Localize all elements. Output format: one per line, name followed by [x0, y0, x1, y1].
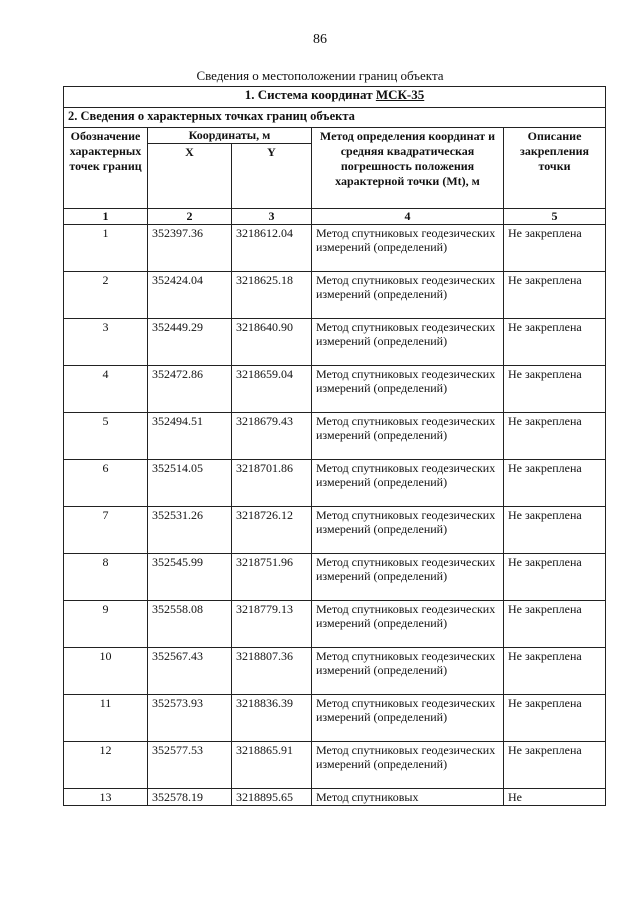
coord-y: 3218895.65 — [232, 789, 312, 806]
method-text: Метод спутниковых геодезических измерений (определений) — [312, 742, 504, 789]
table-row — [64, 319, 606, 366]
method-text: Метод спутниковых геодезических измерений (определений) — [312, 554, 504, 601]
method-text: Метод спутниковых геодезических измерений (определений) — [312, 648, 504, 695]
point-number: 1 — [64, 225, 148, 272]
header-row-1 — [64, 128, 606, 144]
method-text: Метод спутниковых геодезических измерений (определений) — [312, 507, 504, 554]
table-row — [64, 366, 606, 413]
header-description: Описание закрепления точки — [504, 128, 606, 209]
coordinate-system-label: 1. Система координат — [244, 87, 376, 102]
coord-y: 3218625.18 — [232, 272, 312, 319]
point-number: 4 — [64, 366, 148, 413]
point-number: 13 — [64, 789, 148, 806]
coordinate-system-name: МСК-35 — [375, 87, 425, 102]
description-text: Не закреплена — [504, 695, 606, 742]
page-number: 86 — [313, 32, 327, 47]
column-number: 3 — [232, 209, 312, 225]
point-number: 12 — [64, 742, 148, 789]
coord-x: 352397.36 — [148, 225, 232, 272]
table-row-partial — [64, 789, 606, 806]
point-number: 10 — [64, 648, 148, 695]
section-title-row — [64, 108, 606, 128]
description-text: Не — [504, 789, 606, 806]
table-row — [64, 507, 606, 554]
coord-y: 3218612.04 — [232, 225, 312, 272]
header-y: Y — [232, 144, 312, 209]
table-row — [64, 225, 606, 272]
method-text: Метод спутниковых геодезических измерений (определений) — [312, 272, 504, 319]
coord-x: 352573.93 — [148, 695, 232, 742]
point-number: 2 — [64, 272, 148, 319]
point-number: 11 — [64, 695, 148, 742]
table-row — [64, 460, 606, 507]
description-text: Не закреплена — [504, 225, 606, 272]
coord-y: 3218640.90 — [232, 319, 312, 366]
table-row — [64, 695, 606, 742]
document-title: Сведения о местоположении границ объекта — [196, 68, 444, 83]
coord-x: 352567.43 — [148, 648, 232, 695]
header-coordinates: Координаты, м — [148, 128, 312, 144]
point-number: 7 — [64, 507, 148, 554]
method-text: Метод спутниковых геодезических измерений (определений) — [312, 695, 504, 742]
coord-y: 3218751.96 — [232, 554, 312, 601]
column-number: 2 — [148, 209, 232, 225]
point-number: 9 — [64, 601, 148, 648]
description-text: Не закреплена — [504, 601, 606, 648]
description-text: Не закреплена — [504, 366, 606, 413]
coordinate-system-cell — [64, 87, 606, 108]
column-number: 5 — [504, 209, 606, 225]
coord-y: 3218726.12 — [232, 507, 312, 554]
coord-y: 3218679.43 — [232, 413, 312, 460]
method-text: Метод спутниковых геодезических измерений (определений) — [312, 601, 504, 648]
table-row — [64, 413, 606, 460]
column-number: 4 — [312, 209, 504, 225]
coord-x: 352424.04 — [148, 272, 232, 319]
method-text: Метод спутниковых геодезических измерений (определений) — [312, 366, 504, 413]
method-text: Метод спутниковых геодезических измерений (определений) — [312, 225, 504, 272]
description-text: Не закреплена — [504, 272, 606, 319]
coord-y: 3218865.91 — [232, 742, 312, 789]
description-text: Не закреплена — [504, 648, 606, 695]
description-text: Не закреплена — [504, 554, 606, 601]
point-number: 8 — [64, 554, 148, 601]
point-number: 3 — [64, 319, 148, 366]
coordinate-system-row — [64, 87, 606, 108]
header-x: X — [148, 144, 232, 209]
section-title: 2. Сведения о характерных точках границ объекта — [64, 108, 606, 128]
description-text: Не закреплена — [504, 742, 606, 789]
table-row — [64, 272, 606, 319]
table-row — [64, 554, 606, 601]
coord-x: 352577.53 — [148, 742, 232, 789]
coord-y: 3218836.39 — [232, 695, 312, 742]
coord-x: 352449.29 — [148, 319, 232, 366]
method-text: Метод спутниковых геодезических измерений (определений) — [312, 319, 504, 366]
table-row — [64, 742, 606, 789]
coord-y: 3218659.04 — [232, 366, 312, 413]
description-text: Не закреплена — [504, 319, 606, 366]
description-text: Не закреплена — [504, 413, 606, 460]
coord-x: 352578.19 — [148, 789, 232, 806]
header-method: Метод определения координат и средняя квадратическая погрешность положения характерной точки (Mt), м — [312, 128, 504, 209]
method-text: Метод спутниковых — [312, 789, 504, 806]
table-row — [64, 648, 606, 695]
coord-y: 3218779.13 — [232, 601, 312, 648]
coord-y: 3218701.86 — [232, 460, 312, 507]
boundary-points-table — [63, 86, 606, 806]
column-numbers-row — [64, 209, 606, 225]
column-number: 1 — [64, 209, 148, 225]
header-point-designation: Обозначение характерных точек границ — [64, 128, 148, 209]
method-text: Метод спутниковых геодезических измерений (определений) — [312, 413, 504, 460]
point-number: 6 — [64, 460, 148, 507]
coord-x: 352558.08 — [148, 601, 232, 648]
description-text: Не закреплена — [504, 507, 606, 554]
table-row — [64, 601, 606, 648]
coord-x: 352472.86 — [148, 366, 232, 413]
description-text: Не закреплена — [504, 460, 606, 507]
point-number: 5 — [64, 413, 148, 460]
coord-x: 352545.99 — [148, 554, 232, 601]
coord-y: 3218807.36 — [232, 648, 312, 695]
method-text: Метод спутниковых геодезических измерений (определений) — [312, 460, 504, 507]
coord-x: 352514.05 — [148, 460, 232, 507]
coord-x: 352494.51 — [148, 413, 232, 460]
coord-x: 352531.26 — [148, 507, 232, 554]
